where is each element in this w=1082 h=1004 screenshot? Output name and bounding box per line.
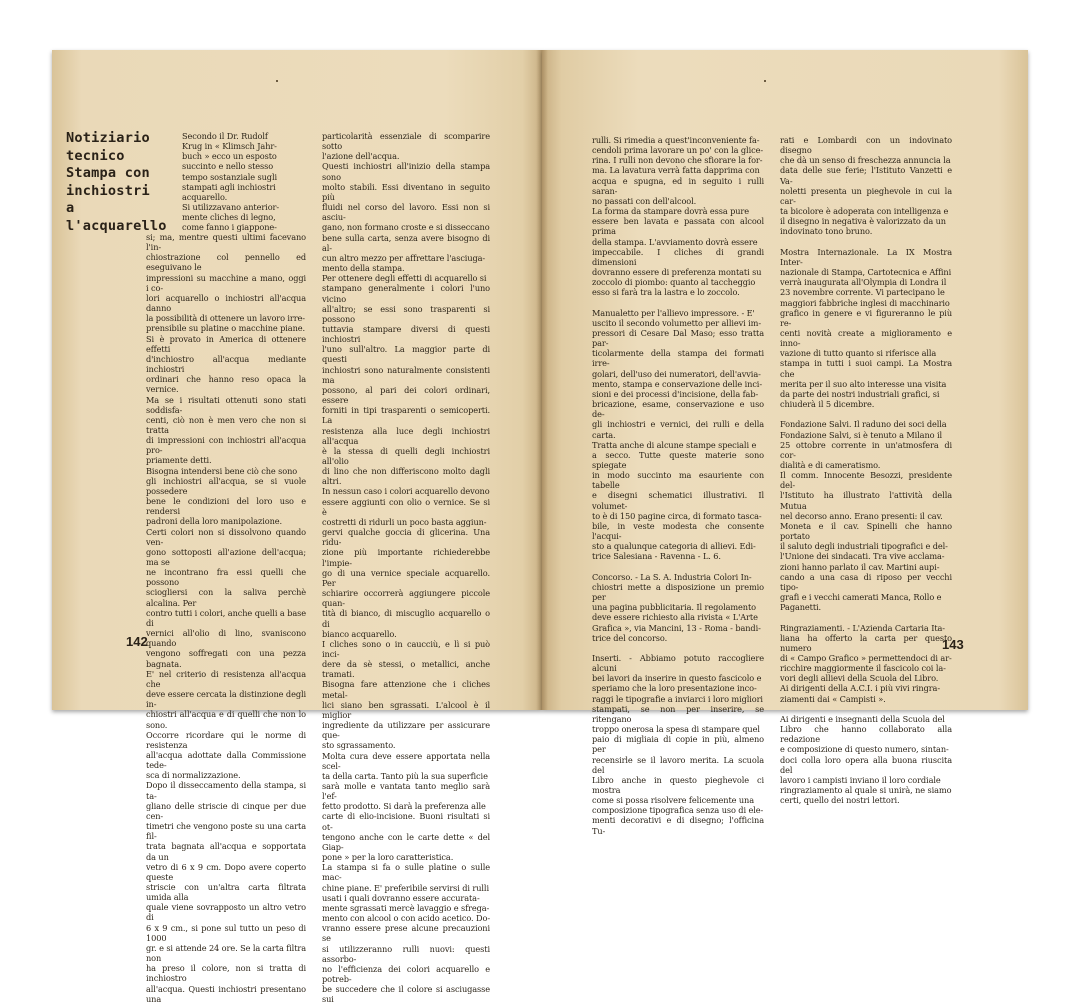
open-book-spread [52,50,1028,1004]
intro-text: Secondo il Dr. Rudolf Krug in « Klimsch Jahr- buch » ecco un esposto succinto e nello stesso tempo sostanziale sugli stampati agli inchiostri acquarello. Si utilizzavano anterior- mente cliches di legno, come fanno i giappone- [182,131,280,233]
left-page [52,50,542,1004]
book-gutter [536,50,548,710]
right-column-1: rulli. Si rimedia a quest'inconveniente fa- cendoli prima lavorare un po' con la glice- rina. I rulli non devono che sfiorare la for- ma. La lavatura verrà fatta dapprima con acqua e spugna, ed in seguito i rulli saran- no passati con dell'alcool. La forma da stampare dovrà essa pure essere ben lavata e passata con alcool prima della stampa. L'avviamento dovrà essere impeccabile. I cliches di grandi dimensioni dovranno essere di preferenza montati su zoccolo di piombo: quanto al taccheggio esso si farà tra la lastra e lo zoccolo. Manualetto per l'allievo impressore. - E' uscito il secondo volumetto per allievi im- pressori di Cesare Dal Maso; esso tratta par- ticolarmente della stampa dei formati irre- golari, dell'uso dei numeratori, dell'avvia- mento, stampa e conservazione delle inci- sioni e dei processi d'incisione, della fab- bricazione, esame, conservazione e uso de- gli inchiostri e vernici, dei rulli e della carta. Tratta anche di alcune stampe speciali e a secco. Tutte queste materie sono spiegate in modo succinto ma esauriente con tabelle e disegni schematici illustrativi. Il volumet- to è di 150 pagine circa, di formato tasca- bile, in veste modesta che consente l'acqui- sto a qualunque categoria di allievi. Edi- trice Salesiana - Ravenna - L. 6. Concorso. - La S. A. Industria Colori In- chiostri mette a disposizione un premio per una pagina pubblicitaria. Il regolamento deve essere richiesto alla rivista « L'Arte Grafica », via Mancini, 13 - Roma - bandi- trice del concorso. Inserti. - Abbiamo potuto raccogliere alcuni bei lavori da inserire in questo fascicolo e speriamo che la loro presentazione inco- raggi le tipografie a inviarci i loro migliori stampati, se non per inserire, se ritengano troppo onerosa la spesa di stampare quel paio di migliaia di copie in più, almeno per recensirle se il lavoro merita. La scuola del Libro anche in questo pieghevole ci mostra come si possa risolvere felicemente una composizione tipografica senza uso di ele- menti decorativi e di disegno; l'officina Tu- [592,135,764,836]
page-mark [276,80,278,82]
left-column-2: particolarità essenziale di scomparire sotto l'azione dell'acqua. Questi inchiostri all'inizio della stampa sono molto stabili. Essi diventano in seguito più fluidi nel corso del lavoro. Essi non si asciu- gano, non formano croste e si disseccano bene sulla carta, senza avere bisogno di al- cun altro mezzo per affrettare l'asciuga- mento della stampa. Per ottenere degli effetti di acquarello si stampano generalmente i colori l'uno vicino all'altro; se essi sono trasparenti si possono tuttavia stampare diversi di questi inchiostri l'uno sull'altro. La maggior parte di questi inchiostri sono naturalmente consistenti ma possono, al pari dei colori ordinari, essere forniti in tipi trasparenti o semicoperti. La resistenza alla luce degli inchiostri all'acqua è la stessa di quelli degli inchiostri all'olio di lino che non differiscono molto dagli altri. In nessun caso i colori acquarello devono essere aggiunti con olio o vernice. Se si è costretti di ridurli un poco basta aggiun- gervi qualche goccia di glicerina. Una ridu- zione più importante richiederebbe l'impie- go di una vernice speciale acquarello. Per schiarire occorrerà aggiungere piccole quan- tità di bianco, di miscuglio acquarello o di bianco acquarello. I cliches sono o in caucciù, e lì si può inci- dere da sè stessi, o metallici, anche tramati. Bisogna fare attenzione che i cliches metal- lici siano ben sgrassati. L'alcool è il miglior ingrediente da utilizzare per assicurare que- sto sgrassamento. Molta cura deve essere apportata nella scel- ta della carta. Tanto più la sua superficie sarà molle e vantata tanto meglio sarà l'ef- fetto prodotto. Si darà la preferenza alle carte di elio-incisione. Buoni risultati si ot- tengono anche con le carte dette « del Giap- pone » per la loro caratteristica. La stampa si fa o sulle platine o sulle mac- chine piane. E' preferibile servirsi di rulli usati i quali dovranno essere accurata- mente sgrassati mercè lavaggio e sfrega- mento con alcool o con acido acetico. Do- vranno essere prese alcune precauzioni se si utilizzeranno rulli nuovi: questi assorbo- no l'efficienza dei colori acquarello e potreb- be succedere che il colore si asciugasse sui [322,131,490,1004]
article-title: Notiziario tecnico Stampa con inchiostri a l'acquarello [66,130,167,234]
left-column-1: si; ma, mentre questi ultimi facevano l'in- chiostrazione col pennello ed eseguivano le impressioni su macchine a mano, oggi i co- lori acquarello o inchiostri all'acqua danno la possibilità di ottenere un lavoro irre- prensibile su platine o macchine piane. Si è provato in America di ottenere effetti d'inchiostro all'acqua mediante inchiostri ordinari che hanno reso opaca la vernice. Ma se i risultati ottenuti sono stati soddisfa- centi, ciò non è men vero che non si tratta di impressioni con inchiostri all'acqua pro- priamente detti. Bisogna intendersi bene ciò che sono gli inchiostri all'acqua, se si vuole possedere bene le condizioni del loro uso e rendersi padroni della loro manipolazione. Certi colori non si dissolvono quando ven- gono sottoposti all'azione dell'acqua; ma se ne incontrano fra essi quelli che possono sciogliersi con la saliva perchè alcalina. Per contro tutti i colori, anche quelli a base di vernici all'olio di lino, svaniscono quando vengono soffregati con una pezza bagnata. E' nel criterio di resistenza all'acqua che deve essere cercata la distinzione degli in- chiostri all'acqua e di quelli che non lo sono. Occorre ricordare qui le norme di resistenza all'acqua adottate dalla Commissione tede- sca di normalizzazione. Dopo il disseccamento della stampa, si ta- gliano delle striscie di cinque per due cen- timetri che vengono poste su una carta fil- trata bagnata all'acqua e sopportata da un vetro di 6 x 9 cm. Dopo avere coperto queste striscie con un'altra carta filtrata umida alla quale viene sovrapposto un altro vetro di 6 x 9 cm., si pone sul tutto un peso di 1000 gr. e si attende 24 ore. Se la carta filtra non ha preso il colore, non si tratta di inchiostro all'acqua. Questi inchiostri presentano una [146,232,306,1004]
page-number-left: 142 [126,634,148,649]
right-column-2: rati e Lombardi con un indovinato disegno che dà un senso di freschezza annuncia la data delle sue ferie; l'Istituto Vanzetti e Va- noletti presenta un pieghevole in cui la car- ta bicolore è adoperata con intelligenza e il disegno in negativa è valorizzato da un indovinato tono bruno. Mostra Internazionale. La IX Mostra Inter- nazionale di Stampa, Cartotecnica e Affini verrà inaugurata all'Olympia di Londra il 23 novembre corrente. Vi partecipano le maggiori fabbriche inglesi di macchinario grafico in genere e vi figureranno le più re- centi novità create a miglioramento e inno- vazione di tutto quanto si riferisce alla stampa in tutti i suoi campi. La Mostra che merita per il suo alto interesse una visita da parte dei nostri industriali grafici, si chiuderà il 5 dicembre. Fondazione Salvi. Il raduno dei soci della Fondazione Salvi, si è tenuto a Milano il 25 ottobre corrente in un'atmosfera di cor- dialità e di cameratismo. Il comm. Innocente Besozzi, presidente del- l'Istituto ha illustrato l'attività della Mutua nel decorso anno. Erano presenti: il cav. Moneta e il cav. Spinelli che hanno portato il saluto degli industriali tipografici e del- l'Unione dei sindacati. Tra vive acclama- zioni hanno parlato il cav. Martini aupi- cando a una casa di riposo per vecchi tipo- grafi e i vecchi camerati Manca, Rollo e Paganetti. Ringraziamenti. - L'Azienda Cartaria Ita- liana ha offerto la carta per questo numero di « Campo Grafico » permettendoci di ar- ricchire maggiormente il fascicolo coi la- vori degli allievi della Scuola del Libro. Ai dirigenti della A.C.I. i più vivi ringra- ziamenti dai « Campisti ». Ai dirigenti e insegnanti della Scuola del Libro che hanno collaborato alla redazione e composizione di questo numero, sintan- doci colla loro opera alla buona riuscita del lavoro i campisti inviano il loro cordiale ringraziamento al quale si unirà, ne siamo certi, quello dei nostri lettori. [780,135,952,806]
page-mark [764,80,766,82]
right-page [542,50,1028,836]
page-number-right: 143 [942,637,964,652]
